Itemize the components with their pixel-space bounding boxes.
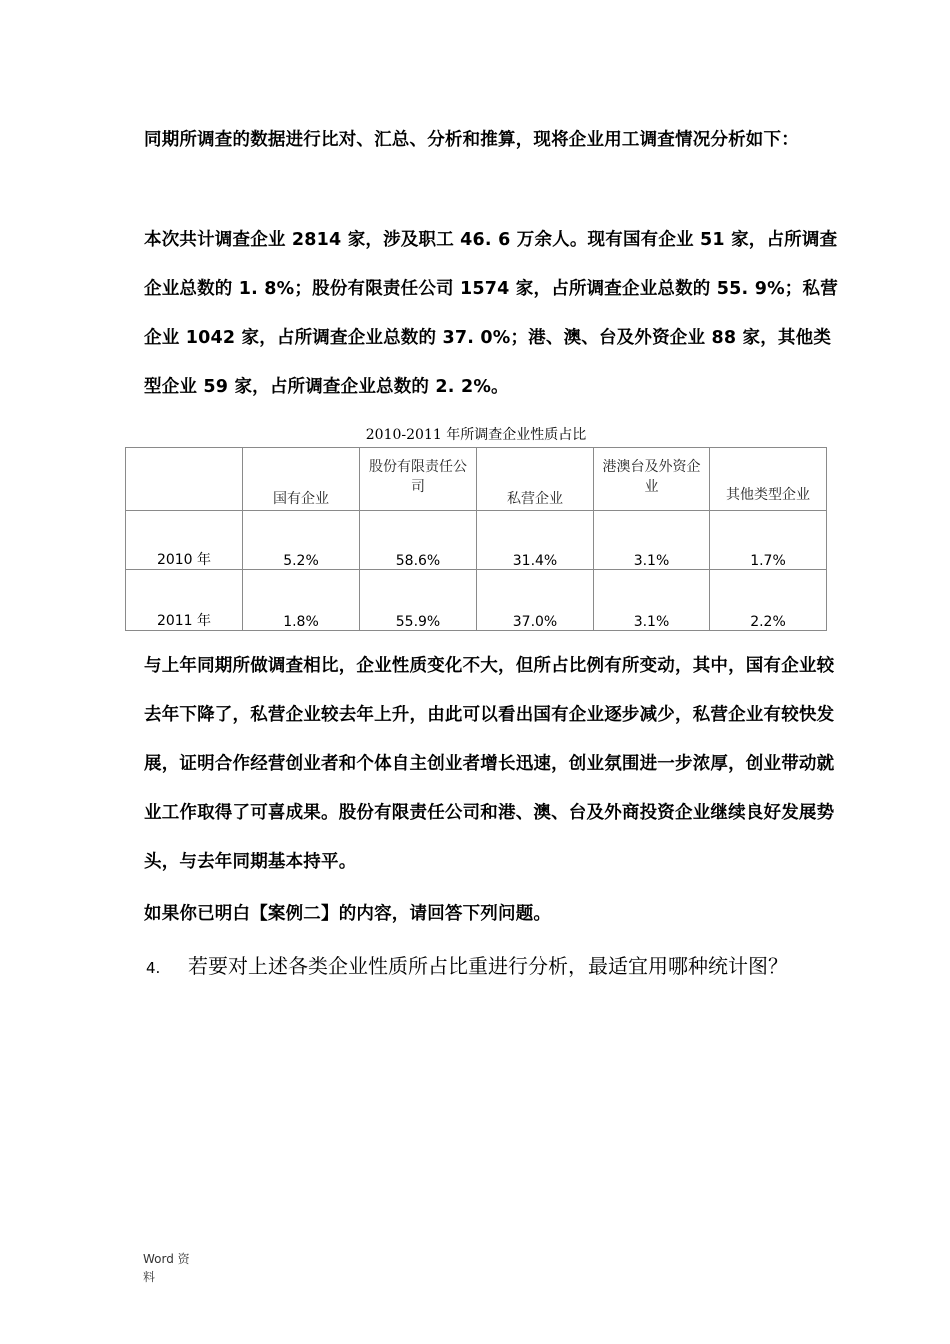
- enterprise-share-table: [125, 447, 827, 631]
- header-cell-private: 私营企业: [477, 448, 594, 511]
- intro-paragraph: 同期所调查的数据进行比对、汇总、分析和推算，现将企业用工调查情况分析如下：: [144, 130, 799, 150]
- instruction-paragraph: 如果你已明白【案例二】的内容，请回答下列问题。: [144, 904, 552, 924]
- table-header-row: [126, 448, 827, 511]
- table-cell: 58.6%: [360, 511, 477, 570]
- header-cell-state-owned: 国有企业: [243, 448, 360, 511]
- row-year-cell: 2010 年: [126, 511, 243, 570]
- table-cell: 1.7%: [710, 511, 827, 570]
- header-cell-other: 其他类型企业: [710, 448, 827, 511]
- footer-line-1: Word 资: [143, 1252, 190, 1266]
- comparison-paragraph: 与上年同期所做调查相比，企业性质变化不大，但所占比例有所变动，其中，国有企业较去年下降了，私营企业较去年上升，由此可以看出国有企业逐步减少，私营企业有较快发展，证明合作经营创业者和个体自主创业者增长迅速，创业氛围进一步浓厚，创业带动就业工作取得了可喜成果。股份有限责任公司和港、澳、台及外商投资企业继续良好发展势头，与去年同期基本持平。: [144, 656, 835, 872]
- header-cell-joint-stock: 股份有限责任公司: [360, 448, 477, 511]
- table-cell: 3.1%: [594, 570, 710, 631]
- survey-summary-paragraph: 本次共计调查企业 2814 家，涉及职工 46. 6 万余人。现有国有企业 51 家，占所调查企业总数的 1. 8%；股份有限责任公司 1574 家，占所调查企业总数的 55. 9%；私营企业 1042 家，占所调查企业总数的 37. 0%；港、澳、台及外资企业 88 家，其他类型企业 59 家，占所调查企业总数的 2. 2%。: [144, 230, 838, 397]
- table-cell: 31.4%: [477, 511, 594, 570]
- table-cell: 1.8%: [243, 570, 360, 631]
- header-cell-foreign: 港澳台及外资企业: [594, 448, 710, 511]
- table-cell: 5.2%: [243, 511, 360, 570]
- page-footer: [143, 1250, 203, 1286]
- row-year-cell: 2011 年: [126, 570, 243, 631]
- question-item: [146, 948, 916, 986]
- table-cell: 55.9%: [360, 570, 477, 631]
- question-text: 若要对上述各类企业性质所占比重进行分析，最适宜用哪种统计图？: [188, 954, 788, 978]
- header-cell-empty: [126, 448, 243, 511]
- table-caption: 2010-2011 年所调查企业性质占比: [365, 427, 587, 443]
- question-number: 4.: [146, 959, 161, 977]
- table-row: [126, 570, 827, 631]
- table-cell: 37.0%: [477, 570, 594, 631]
- table-row: [126, 511, 827, 570]
- table-cell: 2.2%: [710, 570, 827, 631]
- footer-line-2: 料: [143, 1270, 156, 1284]
- table-cell: 3.1%: [594, 511, 710, 570]
